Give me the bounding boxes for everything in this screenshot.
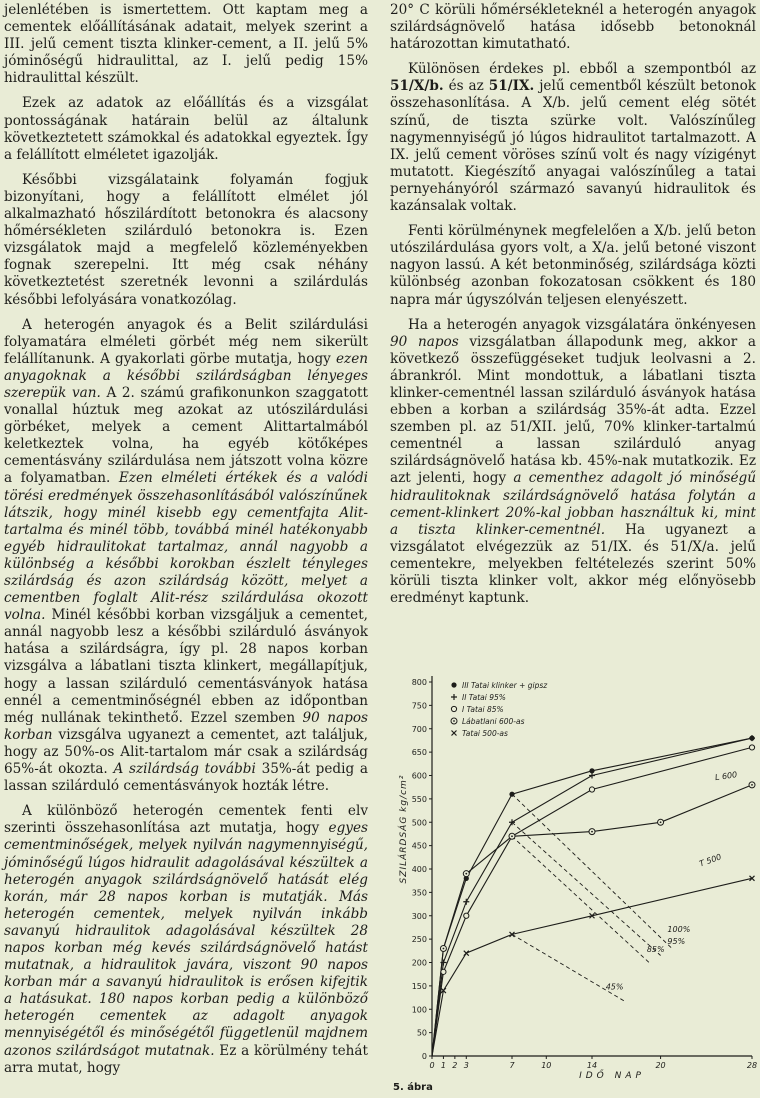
figure-5: [390, 668, 756, 1096]
right-paragraph: [390, 317, 756, 608]
left-paragraph: [4, 95, 368, 163]
series-line: [432, 785, 752, 1056]
data-point: [441, 969, 446, 974]
right-paragraph: [390, 2, 756, 53]
text-segment: A szilárdság további: [113, 761, 256, 778]
text-segment: Ha ugyanezt a vizsgálatot elvégezzük az 51/IX. és 51/X/a. jelű cementekre, melyekben feltételezés szerint 50% körüli tiszta klinker volt, akkor még előnyösebb eredményt kaptunk.: [390, 521, 756, 607]
text-segment: jelű cementből készült betonok összehasonlítása. A X/b. jelű cement elég sötét színű, de tiszta szürke volt. Valószínűleg nagymennyiségű jó lúgos hidraulitot tartalmazott. A IX. jelű cement vöröses színű volt és nagy vízigényt mutatott. Kiegészítő anyagai valószínűleg a tatai pernyehányóról származó savanyú hidraulitok és kazánsalak voltak.: [390, 78, 756, 215]
series-line: [512, 934, 626, 1002]
legend-label: III Tatai klinker + gipsz: [462, 681, 548, 690]
x-axis-label: IDŐ NAP: [579, 1071, 645, 1081]
x-tick-label: 2: [452, 1061, 458, 1070]
text-segment: 51/IX.: [488, 78, 535, 95]
left-paragraph: [4, 317, 368, 796]
text-segment: A különböző heterogén cementek fenti elv szerinti összehasonlítása azt mutatja, hogy: [4, 803, 368, 837]
text-segment: vizsgálatban állapodunk meg, akkor a következő összefüggéseket tudjuk leolvasni a 2. ábrankról. Mint mondottuk, a lábatlani tiszta klinker-cementnél lassan szilárduló ásványok hatása ebben a korban a szilárdság 35%-át adta. Ezzel szemben pl. az 51/XII. jelű, 70% klinker-tartalmú cementnél a lassan szilárduló anyag szilárdságnövelő hatása kb. 45%-nak mutatkozik. Ez azt jelenti, hogy: [390, 333, 756, 487]
data-point-center: [751, 784, 753, 786]
right-column: [390, 2, 756, 615]
text-segment: A heterogén anyagok és a Belit szilárdulási folyamatára elméleti görbét még nem sikerült felállítanunk. A gyakorlati görbe mutatja, hogy: [4, 316, 368, 367]
text-segment: Későbbi vizsgálataink folyamán fogjuk bizonyítani, hogy a felállított elmélet jól alkalmazható hőszilárdított betonokra és alacsony hőmérsékleten szilárduló betonokra is. Ezen vizsgálatok majd a megfelelő közleményekben fognak szerepelni. Itt még csak néhány következtetést szeretnék levonni a szilárdulás későbbi lefolyására vonatkozólag.: [4, 171, 368, 308]
data-point-center: [591, 831, 593, 833]
y-tick-label: 400: [411, 865, 427, 874]
y-tick-label: 800: [411, 678, 427, 687]
y-tick-label: 750: [411, 701, 427, 711]
text-segment: 20° C körüli hőmérsékleteknél a heterogén anyagok szilárdságnövelő hatása idősebb betonoknál határozottan kimutatható.: [390, 2, 756, 53]
x-tick-label: 0: [429, 1061, 435, 1070]
text-segment: 90 napos korban: [4, 709, 368, 743]
y-tick-label: 0: [421, 1052, 427, 1061]
text-segment: egyes cementminőségek, melyek nyilván nagymennyiségű, jóminőségű lúgos hidraulit adagolásával készültek a heterogén anyagok szilárdságnövelő hatását elég korán, már 28 napos korban is mutatják. Más heterogén cementek, melyek nyilván inkább savanyú hidraulitok adagolásával készültek 28 napos korban még kevés szilárdságnövelő hatást mutatnak, a hidraulitok javára, viszont 90 napos korban már a savanyú hidraulitok is erősen kifejtik a hatásukat. 180 napos korban pedig a különböző heterogén cementek az adagolt anyagok mennyiségétől és minőségétől függetlenül majdnem azonos szilárdságot mutatnak.: [4, 820, 368, 1059]
data-point: [464, 951, 469, 956]
chart-lines: [432, 738, 752, 1056]
data-point-center: [443, 948, 445, 950]
data-point: [509, 792, 514, 797]
x-tick-label: 20: [655, 1061, 666, 1070]
series-line: [432, 747, 752, 1056]
text-segment: és az: [443, 78, 489, 95]
data-point-center: [465, 873, 467, 875]
line-label: T 500: [698, 852, 723, 869]
chart-legend: [451, 681, 548, 738]
x-tick-label: 10: [541, 1061, 552, 1070]
legend-label: I Tatai 85%: [462, 705, 504, 714]
right-paragraph: [390, 61, 756, 215]
y-tick-label: 650: [411, 748, 427, 758]
x-tick-label: 28: [746, 1061, 758, 1070]
data-point: [463, 899, 469, 905]
y-tick-label: 500: [411, 818, 427, 828]
left-paragraph: [4, 803, 368, 1077]
y-tick-label: 200: [411, 958, 427, 968]
text-segment: a cementhez adagolt jó minőségű hidraulitoknak szilárdságnövelő hatása folytán a cement-klinkert 20%-kal jobban használtuk ki, mint a tiszta klinker-cementnél.: [390, 470, 756, 538]
y-axis-label: SZILÁRDSÁG kg/cm²: [399, 774, 409, 884]
x-tick-label: 7: [509, 1061, 515, 1070]
left-paragraph: [4, 2, 368, 87]
data-point: [451, 706, 456, 711]
data-point: [451, 694, 457, 700]
series-line: [432, 738, 752, 1056]
legend-label: Lábatlani 600-as: [462, 717, 525, 726]
data-point: [451, 682, 456, 687]
text-segment: Ez a körülmény tehát arra mutat, hogy: [4, 1042, 368, 1076]
text-segment: A 2. számú grafikonunkon szaggatott vonallal húztuk meg azokat az utószilárdulási görbéket, melyek a cement Alittartalmából keletkeztek volna, ha egyéb kötőképes cementásvány szilárdulása nem játszott volna közre a folyamatban.: [4, 384, 368, 487]
x-tick-label: 1: [440, 1061, 446, 1070]
figure-caption: 5. ábra: [393, 1082, 433, 1093]
text-segment: jelenlétében is ismertettem. Ott kaptam meg a cementek előállításának adatait, melyek szerint a III. jelű cement tiszta klinker-cement, a II. jelű 5% jóminőségű hidraulittal, az I. jelű pedig 15% hidraulittal készült.: [4, 2, 368, 87]
data-point: [749, 745, 754, 750]
left-column: [4, 2, 368, 1085]
text-segment: 35%-át pedig a lassan szilárduló cementásványok hozták létre.: [4, 761, 368, 795]
chart-axes: [397, 676, 757, 1081]
legend-label: II Tatai 95%: [462, 693, 506, 702]
text-segment: Ezen elméleti értékek és a valódi törési eredmények összehasonlításából valószínűnek látszik, hogy minél kisebb egy cementfajta Alit-tartalma és minél több, továbbá minél hatékonyabb egyéb hidraulitokat tartalmaz, annál nagyobb a különbség a későbbi korokban észlelt tényleges szilárdság és azon szilárdság között, melyet a cementben foglalt Alit-rész szilárdulása okozott volna.: [4, 470, 368, 624]
series-line: [432, 878, 752, 1056]
y-tick-label: 450: [411, 841, 427, 851]
y-tick-label: 150: [411, 981, 427, 991]
x-tick-label: 14: [586, 1061, 598, 1070]
y-tick-label: 50: [416, 1028, 427, 1038]
left-paragraph: [4, 172, 368, 309]
y-tick-label: 250: [411, 935, 427, 945]
x-tick-label: 3: [463, 1061, 469, 1070]
y-tick-label: 550: [411, 794, 427, 804]
y-tick-label: 300: [411, 911, 427, 921]
text-segment: vizsgálva ugyanezt a cementet, azt találjuk, hogy az 50%-os Alit-tartalom már csak a szilárdság 65%-át okozta.: [4, 726, 368, 778]
data-point: [452, 731, 457, 736]
line-label: 95%: [667, 936, 686, 946]
line-label: 85%: [646, 945, 665, 955]
line-label: 45%: [605, 982, 624, 992]
text-segment: Fenti körülménynek megfelelően a X/b. jelű beton utószilárdulása gyors volt, a X/a. jelű betoné viszont nagyon lassú. A két betonminőség, szilárdsága közti különbség azonban fokozatosan csökkent és 180 napra már úgyszólván teljesen elenyészett.: [390, 223, 756, 308]
y-tick-label: 700: [411, 724, 427, 734]
line-label: 100%: [667, 925, 691, 935]
data-point-center: [660, 821, 662, 823]
data-point: [589, 773, 595, 779]
text-segment: Ha a heterogén anyagok vizsgálatára önkényesen: [408, 316, 756, 333]
series-line: [432, 738, 752, 1056]
y-tick-label: 600: [411, 771, 427, 781]
series-line: [512, 836, 649, 962]
y-tick-label: 350: [411, 888, 427, 898]
data-point: [464, 913, 469, 918]
data-point: [589, 787, 594, 792]
text-segment: 90 napos: [390, 333, 459, 350]
text-segment: Minél későbbi korban vizsgáljuk a cementet, annál nagyobb lesz a későbbi szilárduló ásványok hatása a szilárdságra, így pl. 28 napos korban vizsgálva a lábatlani tiszta klinkert, megállapítjuk, hogy a lassan szilárduló cementásványok hatása ennél a cementminőségnél ebben az időpontban még nullának tekinthető. Ezzel szemben: [4, 607, 368, 726]
data-point: [749, 735, 755, 741]
y-tick-label: 100: [411, 1005, 427, 1015]
series-line: [512, 822, 661, 955]
text-segment: Különösen érdekes pl. ebből a szempontból az: [408, 61, 756, 78]
data-point-center: [511, 835, 513, 837]
text-segment: ezen anyagoknak a későbbi szilárdságban lényeges szerepük van.: [4, 350, 368, 401]
text-segment: 51/X/b.: [390, 78, 444, 95]
text-segment: Ezek az adatok az előállítás és a vizsgálat pontosságának határain belül az általunk következtetett számokkal és adatokkal egyeztek. Így a felállított elméletet igazolják.: [4, 95, 368, 163]
legend-label: Tatai 500-as: [462, 729, 508, 738]
series-line: [512, 794, 672, 948]
line-label: L 600: [714, 770, 738, 783]
chart-line-labels: [606, 770, 738, 991]
strength-chart: [390, 668, 756, 1080]
data-point-center: [453, 720, 455, 722]
right-paragraph: [390, 223, 756, 308]
